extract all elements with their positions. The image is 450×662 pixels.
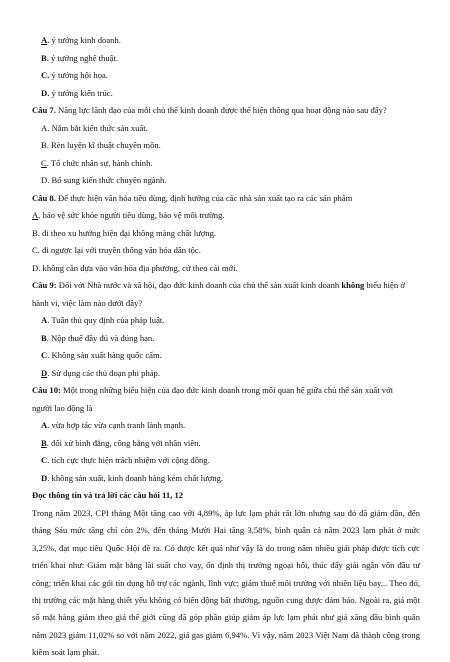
q9-option-d: D. Sử dụng các thủ đoạn phi pháp. bbox=[41, 368, 160, 378]
q8-option-d: D. không cần dựa vào văn hóa địa phương, cứ theo cái mới. bbox=[32, 263, 238, 273]
q8-option-c: C. đi ngược lại với truyền thống văn hóa dân tộc. bbox=[32, 245, 201, 255]
q10-option-d: D. không sản xuất, kinh doanh hàng kém chất lượng. bbox=[41, 473, 224, 483]
q7-option-a: A. Nắm bắt kiến thức sản xuất. bbox=[41, 123, 148, 133]
q7-option-c: C. Tổ chức nhân sự, hành chính. bbox=[41, 158, 153, 168]
option-letter: D bbox=[41, 88, 48, 98]
q10-stem: Câu 10: Một trong những biểu hiện của đạo đức kinh doanh trong mối quan hệ giữa chủ thể sản xuất với bbox=[32, 385, 394, 395]
q9-option-b: B. Nộp thuế đầy đủ và đúng hạn. bbox=[41, 333, 155, 343]
q9-option-c: C. Không sản xuất hàng quốc cấm. bbox=[41, 350, 162, 360]
q7-option-b: B. Rèn luyện kĩ thuật chuyên môn. bbox=[41, 140, 161, 150]
option-letter: C bbox=[41, 70, 48, 80]
q6-option-c: C. ý tưởng hội họa. bbox=[41, 70, 108, 80]
reading-paragraph: Trong năm 2023, CPI tháng Một tăng cao với 4,89%, áp lực lạm phát rất lớn nhưng sau đó đã giảm dần, đến tháng Sáu mức tăng chỉ còn 2%, đến tháng Mười Hai tăng 3,58%, bình quân cả năm 2023 lạm phát ở mức 3,25%, đạt mục tiêu Quốc Hội đề ra. Có được kết quả như vậy là do trong năm nhiều giải pháp được tích cực triển khai như: Giảm mặt bằng lãi suất cho vay, ổn định thị trường ngoại hối, thúc đẩy giải ngân vốn đầu tư công; triển khai các gói tín dụng hỗ trợ các ngành, lĩnh vực; giảm thuế môi trường với nhiên liệu bay... Theo đó, thị trường các mặt hàng thiết yếu không có biến động bất thường, nguồn cung được đảm bảo. Ngoài ra, giá một số mặt hàng giảm theo giá thế giới cũng đã góp phần giúp giảm áp lực lạm phát như giá xăng dầu bình quân năm 2023 giảm 11,02% so với năm 2022, giá gas giảm 6,94%. Vì vậy, năm 2023 Việt Nam đã thành công trong kiềm soát lạm phát. bbox=[32, 508, 420, 658]
q6-option-b: B. ý tưởng nghệ thuật. bbox=[41, 53, 119, 63]
reading-heading: Đọc thông tin và trả lời các câu hỏi 11, 12 bbox=[32, 490, 184, 500]
q8-option-b: B. đi theo xu hướng hiện đại không màng chất lượng. bbox=[32, 228, 217, 238]
q10-option-b: B. đối xử bình đẳng, công bằng với nhân viên. bbox=[41, 438, 201, 448]
q9-stem: Câu 9: Đối với Nhà nước và xã hội, đạo đức kinh doanh của chủ thể sản xuất kinh doanh không biểu hiện ở bbox=[32, 280, 405, 290]
q8-option-a: A. bảo vệ sức khỏe người tiêu dùng, bảo vệ môi trường. bbox=[32, 210, 225, 220]
q7-option-d: D. Bổ sung kiến thức chuyên ngành. bbox=[41, 175, 167, 185]
question-label: Câu 10: bbox=[32, 385, 61, 395]
question-label: Câu 9: bbox=[32, 280, 57, 290]
q7-stem: Câu 7. Năng lực lãnh đạo của mỗi chủ thể kinh doanh được thể hiện thông qua hoạt động nào sau đây? bbox=[32, 105, 387, 115]
q9-stem-line2: hành vi, việc làm nào dưới đây? bbox=[32, 298, 143, 308]
option-letter: B bbox=[41, 53, 47, 63]
q10-stem-line2: người lao động là bbox=[32, 403, 93, 413]
q6-option-a: A. ý tưởng kinh doanh. bbox=[41, 35, 121, 45]
question-label: Câu 8. bbox=[32, 193, 56, 203]
option-letter: A bbox=[41, 35, 48, 45]
q10-option-c: C. tích cực thực hiện trách nhiệm với cộng đồng. bbox=[41, 455, 210, 465]
q6-option-d: D. ý tưởng kiến trúc. bbox=[41, 88, 113, 98]
q8-stem: Câu 8. Để thực hiện văn hóa tiêu dùng, định hướng của các nhà sản xuất tạo ra các sản phẩm bbox=[32, 193, 353, 203]
question-label: Câu 7. bbox=[32, 105, 56, 115]
q9-option-a: A. Tuân thủ quy định của pháp luật. bbox=[41, 315, 165, 325]
q10-option-a: A. vừa hợp tác vừa cạnh tranh lành mạnh. bbox=[41, 420, 186, 430]
